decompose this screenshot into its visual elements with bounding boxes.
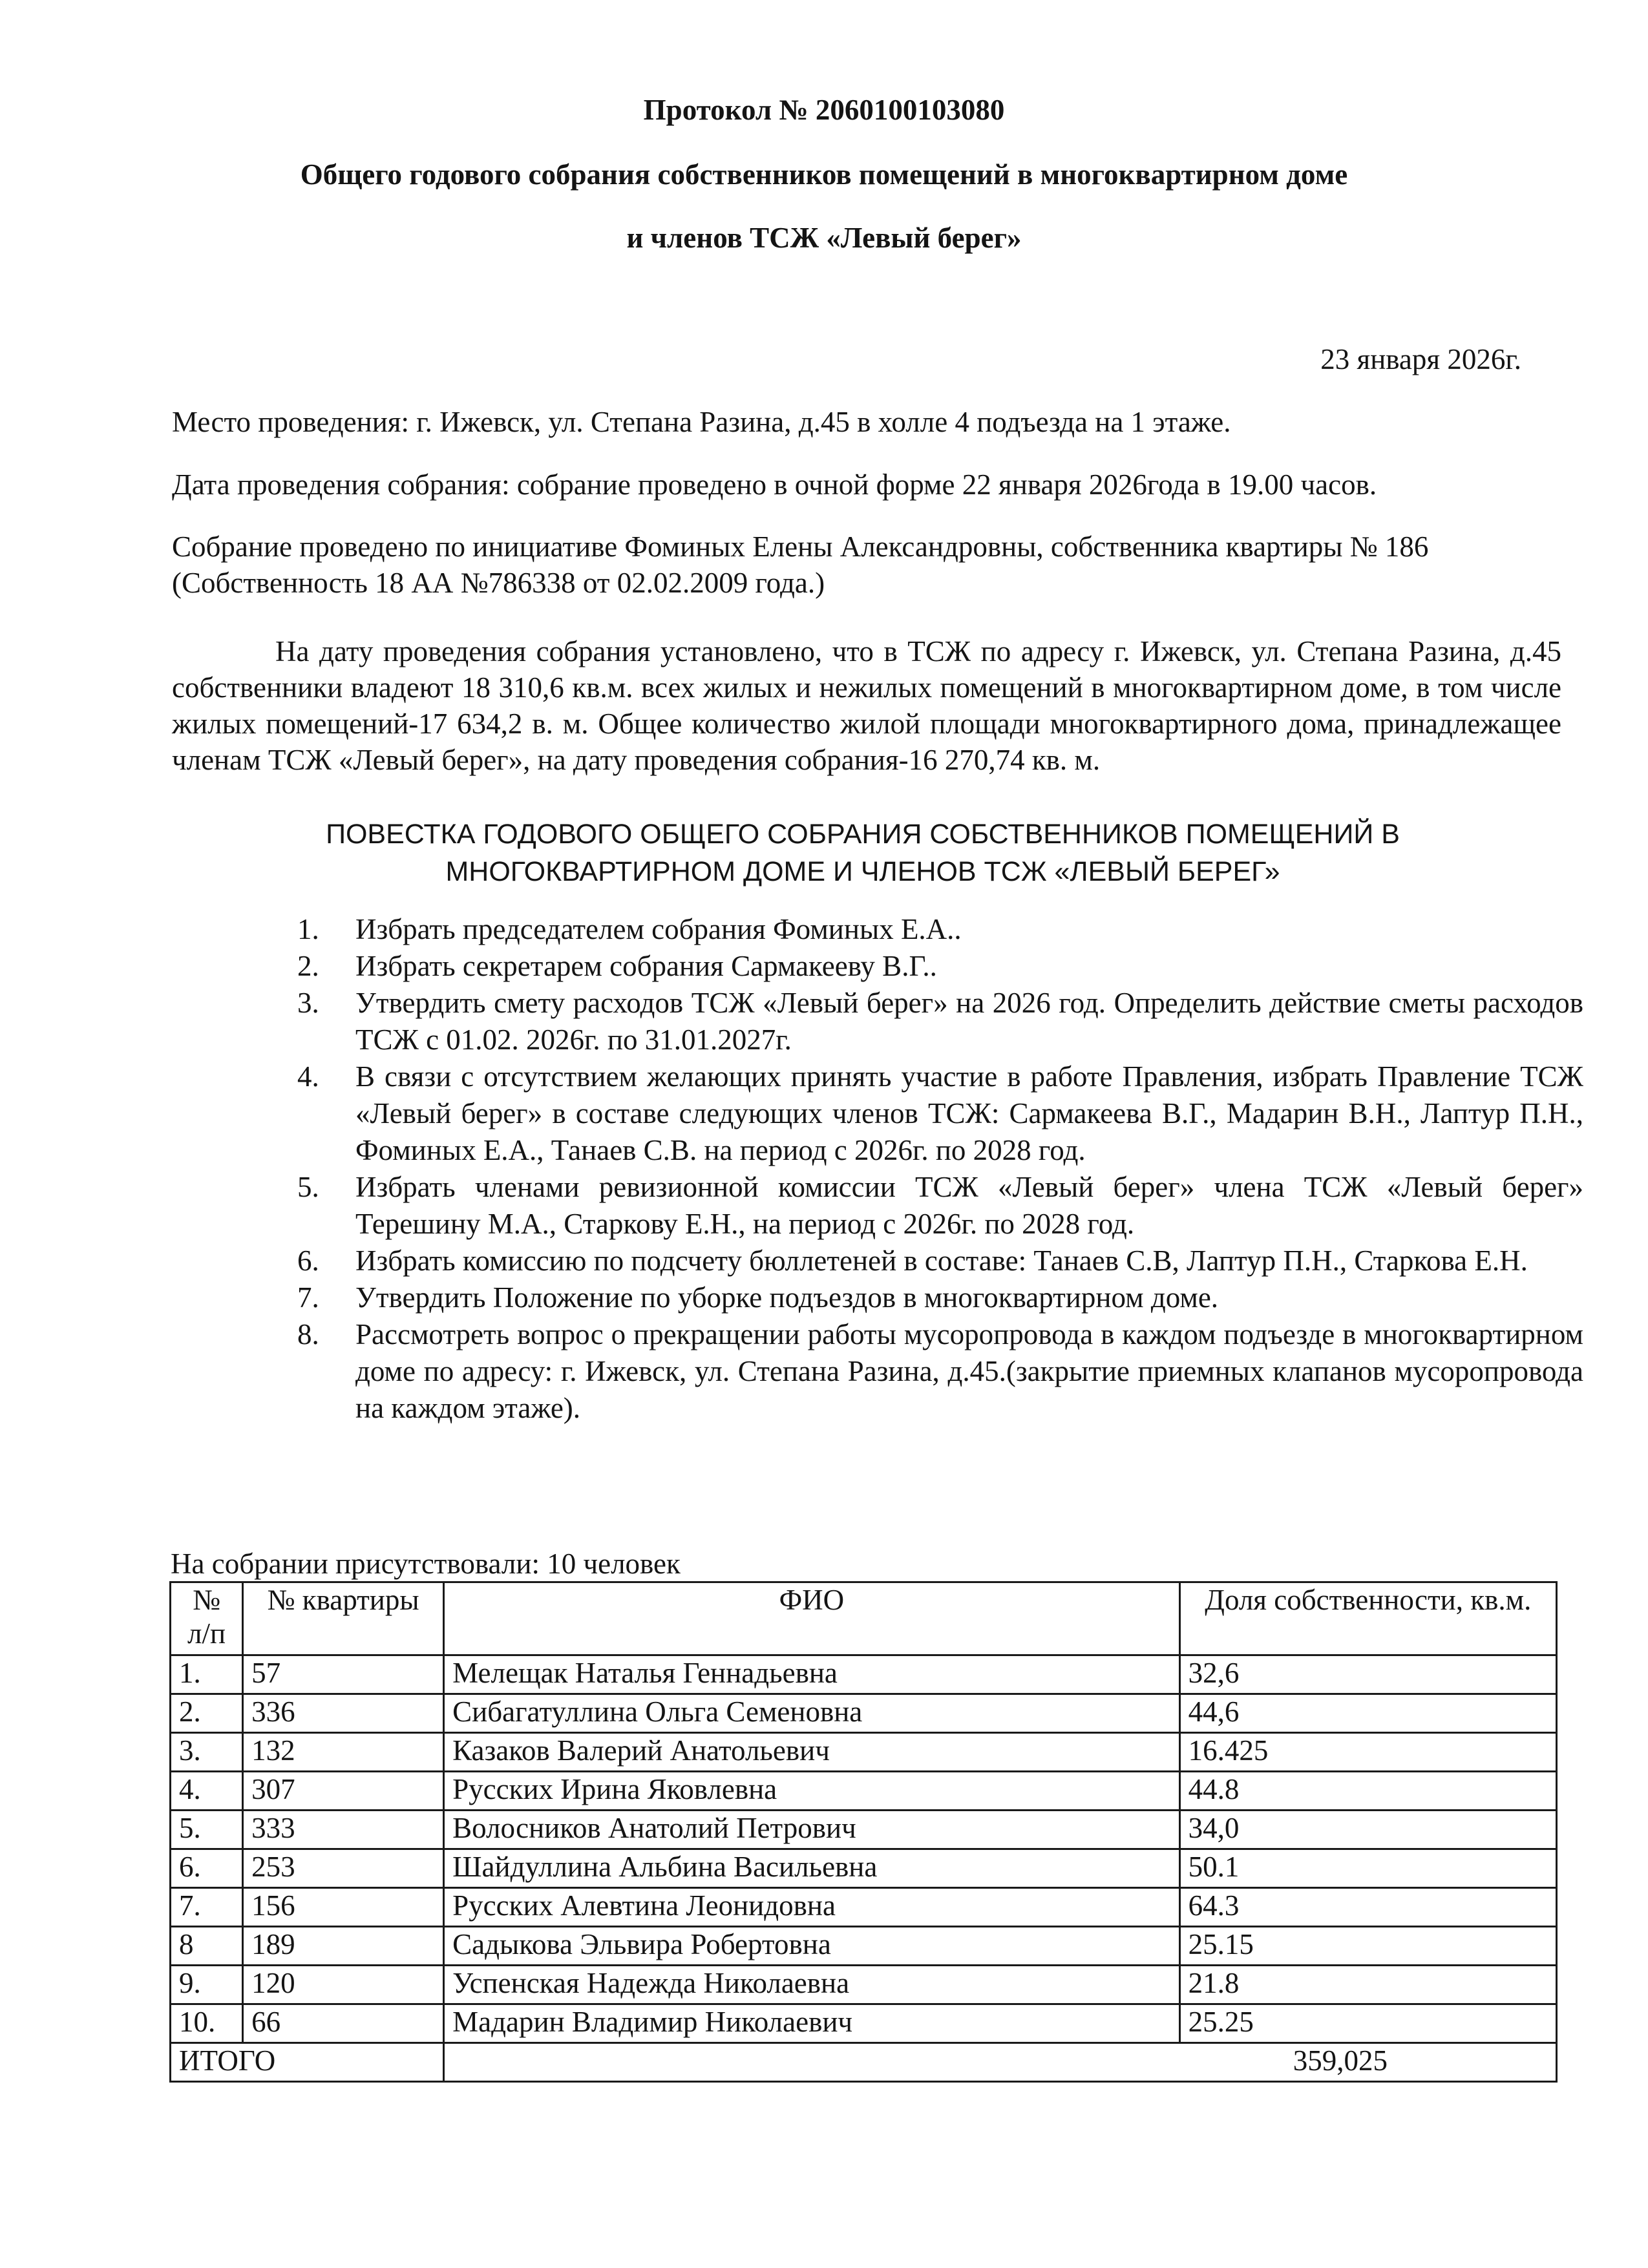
column-header-apartment: № квартиры	[243, 1582, 444, 1655]
meeting-initiator: Собрание проведено по инициативе Фоминых Елены Александровны, собственника квартиры № 186 (Собственность 18 АА №786338 от 02.02.2009 года.)	[172, 530, 1429, 599]
row-number: 9.	[171, 1966, 243, 2004]
table-row	[171, 1694, 1557, 1733]
agenda-item-number: 4.	[297, 1060, 319, 1093]
document-date: 23 января 2026г.	[1320, 343, 1521, 375]
agenda-item	[297, 985, 1583, 1058]
row-number: 2.	[171, 1694, 243, 1733]
row-name: Мелещак Наталья Геннадьевна	[444, 1655, 1179, 1694]
row-share: 64.3	[1179, 1888, 1556, 1927]
table-row	[171, 1655, 1557, 1694]
protocol-subtitle-line1: Общего годового собрания собственников помещений в многоквартирном доме	[300, 158, 1348, 191]
row-number: 7.	[171, 1888, 243, 1927]
agenda-item	[297, 1169, 1583, 1243]
agenda-item	[297, 948, 1583, 985]
row-share: 25.25	[1179, 2004, 1556, 2043]
total-value: 359,025	[444, 2043, 1557, 2082]
row-name: Садыкова Эльвира Робертовна	[444, 1927, 1179, 1966]
row-apartment: 57	[243, 1655, 444, 1694]
row-number: 1.	[171, 1655, 243, 1694]
row-share: 32,6	[1179, 1655, 1556, 1694]
table-row	[171, 1927, 1557, 1966]
agenda-item	[297, 1058, 1583, 1169]
row-share: 44.8	[1179, 1772, 1556, 1811]
agenda-title-line1: ПОВЕСТКА ГОДОВОГО ОБЩЕГО СОБРАНИЯ СОБСТВЕННИКОВ ПОМЕЩЕНИЙ В	[326, 819, 1400, 850]
row-share: 25.15	[1179, 1927, 1556, 1966]
protocol-title: Протокол № 2060100103080	[643, 94, 1005, 126]
protocol-subtitle-line2: и членов ТСЖ «Левый берег»	[626, 222, 1022, 254]
agenda-item-text: Избрать председателем собрания Фоминых Е.А..	[355, 913, 962, 945]
meeting-date: Дата проведения собрания: собрание проведено в очной форме 22 января 2026года в 19.00 часов.	[172, 468, 1377, 501]
row-apartment: 66	[243, 2004, 444, 2043]
table-total-row	[171, 2043, 1557, 2082]
agenda-item-number: 1.	[297, 913, 319, 945]
table-row	[171, 1811, 1557, 1849]
row-number: 5.	[171, 1811, 243, 1849]
row-name: Русских Ирина Яковлевна	[444, 1772, 1179, 1811]
row-number: 10.	[171, 2004, 243, 2043]
row-name: Русских Алевтина Леонидовна	[444, 1888, 1179, 1927]
column-header-number: № л/п	[171, 1582, 243, 1655]
agenda-title-line2: МНОГОКВАРТИРНОМ ДОМЕ И ЧЛЕНОВ ТСЖ «ЛЕВЫЙ БЕРЕГ»	[445, 856, 1280, 887]
attendance-table	[169, 1581, 1558, 2083]
agenda-item-number: 3.	[297, 987, 319, 1019]
agenda-item-number: 7.	[297, 1281, 319, 1314]
row-share: 34,0	[1179, 1811, 1556, 1849]
agenda-item-text: Утвердить Положение по уборке подъездов в многоквартирном доме.	[355, 1281, 1219, 1314]
row-name: Казаков Валерий Анатольевич	[444, 1733, 1179, 1772]
agenda-title	[168, 815, 1558, 890]
agenda-item-text: Избрать секретарем собрания Сармакееву В.Г..	[355, 950, 937, 982]
row-apartment: 156	[243, 1888, 444, 1927]
agenda-item-text: Избрать комиссию по подсчету бюллетеней в составе: Танаев С.В, Лаптур П.Н., Старкова Е.Н.	[355, 1244, 1528, 1277]
column-header-share: Доля собственности, кв.м.	[1179, 1582, 1556, 1655]
table-row	[171, 1733, 1557, 1772]
table-header-row	[171, 1582, 1557, 1655]
row-apartment: 307	[243, 1772, 444, 1811]
row-apartment: 336	[243, 1694, 444, 1733]
table-row	[171, 1888, 1557, 1927]
ownership-info: На дату проведения собрания установлено, что в ТСЖ по адресу г. Ижевск, ул. Степана Разина, д.45 собственники владеют 18 310,6 кв.м. всех жилых и нежилых помещений в многоквартирном доме, в том числе жилых помещений-17 634,2 в. м. Общее количество жилой площади многоквартирного дома, принадлежащее членам ТСЖ «Левый берег», на дату проведения собрания-16 270,74 кв. м.	[172, 635, 1561, 776]
meeting-place: Место проведения: г. Ижевск, ул. Степана Разина, д.45 в холле 4 подъезда на 1 этаже.	[172, 406, 1231, 438]
agenda-item	[297, 1243, 1583, 1279]
row-number: 8	[171, 1927, 243, 1966]
table-row	[171, 1772, 1557, 1811]
agenda-item	[297, 1316, 1583, 1427]
agenda-item-text: В связи с отсутствием желающих принять участие в работе Правления, избрать Правление ТСЖ «Левый берег» в составе следующих членов ТСЖ: Сармакеева В.Г., Мадарин В.Н., Лаптур П.Н., Фоминых Е.А., Танаев С.В. на период с 2026г. по 2028 год.	[355, 1060, 1583, 1166]
agenda-item-number: 5.	[297, 1171, 319, 1203]
row-name: Шайдуллина Альбина Васильевна	[444, 1849, 1179, 1888]
agenda-item	[297, 911, 1583, 948]
table-row	[171, 2004, 1557, 2043]
agenda-item-number: 2.	[297, 950, 319, 982]
row-name: Сибагатуллина Ольга Семеновна	[444, 1694, 1179, 1733]
row-share: 50.1	[1179, 1849, 1556, 1888]
row-apartment: 132	[243, 1733, 444, 1772]
row-share: 21.8	[1179, 1966, 1556, 2004]
agenda-item-text: Избрать членами ревизионной комиссии ТСЖ «Левый берег» члена ТСЖ «Левый берег» Терешину М.А., Старкову Е.Н., на период с 2026г. по 2028 год.	[355, 1171, 1583, 1240]
row-name: Волосников Анатолий Петрович	[444, 1811, 1179, 1849]
row-name: Успенская Надежда Николаевна	[444, 1966, 1179, 2004]
agenda-item-number: 6.	[297, 1244, 319, 1277]
agenda-item-text: Утвердить смету расходов ТСЖ «Левый берег» на 2026 год. Определить действие сметы расходов ТСЖ с 01.02. 2026г. по 31.01.2027г.	[355, 987, 1583, 1056]
row-share: 44,6	[1179, 1694, 1556, 1733]
total-label: ИТОГО	[171, 2043, 444, 2082]
table-row	[171, 1966, 1557, 2004]
row-apartment: 120	[243, 1966, 444, 2004]
table-row	[171, 1849, 1557, 1888]
agenda-list	[297, 911, 1583, 1427]
attendance-summary: На собрании присутствовали: 10 человек	[171, 1548, 681, 1580]
row-number: 3.	[171, 1733, 243, 1772]
row-number: 6.	[171, 1849, 243, 1888]
column-header-name: ФИО	[444, 1582, 1179, 1655]
row-share: 16.425	[1179, 1733, 1556, 1772]
agenda-item-number: 8.	[297, 1318, 319, 1350]
agenda-item-text: Рассмотреть вопрос о прекращении работы мусоропровода в каждом подъезде в многоквартирном доме по адресу: г. Ижевск, ул. Степана Разина, д.45.(закрытие приемных клапанов мусоропровода на каждом этаже).	[355, 1318, 1583, 1424]
agenda-item	[297, 1279, 1583, 1316]
row-number: 4.	[171, 1772, 243, 1811]
row-apartment: 253	[243, 1849, 444, 1888]
row-apartment: 189	[243, 1927, 444, 1966]
row-name: Мадарин Владимир Николаевич	[444, 2004, 1179, 2043]
row-apartment: 333	[243, 1811, 444, 1849]
